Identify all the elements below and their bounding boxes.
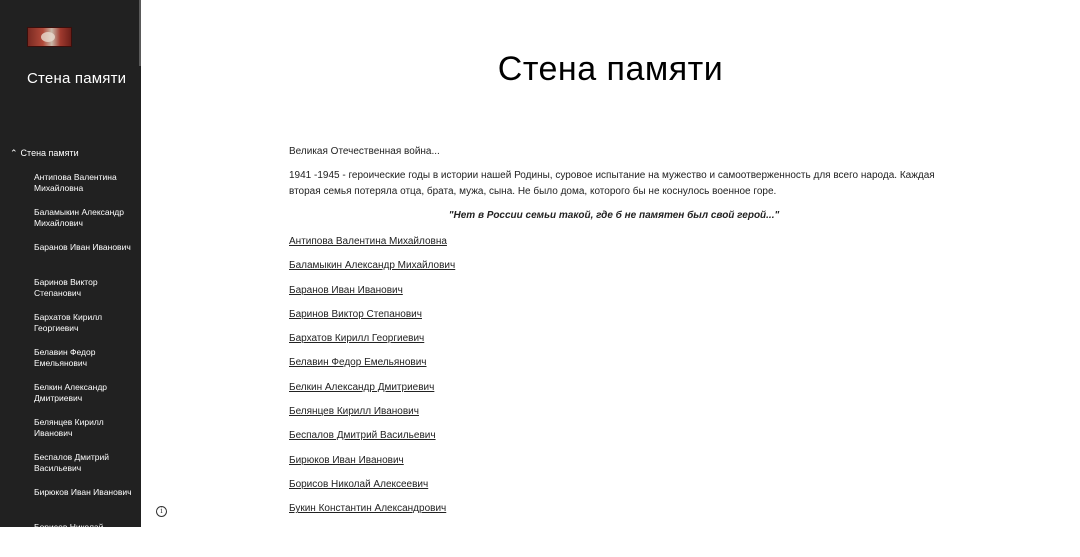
person-link[interactable]: Белавин Федор Емельянович: [289, 357, 427, 369]
sidebar-item[interactable]: Баранов Иван Иванович: [34, 242, 131, 252]
sidebar: [0, 0, 141, 543]
person-link[interactable]: Белкин Александр Дмитриевич: [289, 381, 435, 393]
person-link[interactable]: Борисов Николай Алексеевич: [289, 478, 429, 490]
sidebar-item[interactable]: Белянцев Кирилл Иванович: [34, 417, 104, 438]
person-link[interactable]: Белянцев Кирилл Иванович: [289, 406, 419, 418]
sidebar-item[interactable]: Баламыкин Александр Михайлович: [34, 207, 124, 228]
person-link-list: [289, 236, 455, 528]
main-content: [141, 0, 1024, 527]
sidebar-item[interactable]: Антипова Валентина Михайловна: [34, 172, 117, 193]
person-link[interactable]: Баринов Виктор Степанович: [289, 308, 422, 320]
sidebar-item[interactable]: Бирюков Иван Иванович: [34, 487, 132, 497]
sidebar-item-parent[interactable]: [10, 148, 79, 158]
person-link[interactable]: Беспалов Дмитрий Васильевич: [289, 430, 436, 442]
page-title: Стена памяти: [497, 50, 724, 88]
sidebar-item[interactable]: Беспалов Дмитрий Васильевич: [34, 452, 110, 473]
intro-paragraph: 1941 -1945 - героические годы в истории нашей Родины, суровое испытание на мужество и самоотверженность для всего народа. Каждая вторая семья потеряла отца, брата, мужа, сына. Не было дома, которого бы не коснулось военное горе.: [289, 170, 935, 197]
info-icon[interactable]: i: [156, 506, 167, 517]
sidebar-nav-list: [34, 172, 134, 557]
person-link[interactable]: Антипова Валентина Михайловна: [289, 236, 447, 247]
person-link[interactable]: Букин Константин Александрович: [289, 503, 447, 515]
sidebar-item[interactable]: Белавин Федор Емельянович: [34, 347, 96, 368]
intro-text: Великая Отечественная война...: [289, 146, 440, 157]
sidebar-parent-label: Стена памяти: [20, 148, 79, 158]
person-link[interactable]: Бирюков Иван Иванович: [289, 454, 404, 466]
sidebar-item[interactable]: Борисов Николай Алексеевич: [34, 522, 104, 543]
site-title[interactable]: Стена памяти: [27, 70, 127, 87]
person-link[interactable]: Бархатов Кирилл Георгиевич: [289, 333, 425, 345]
chevron-up-icon[interactable]: ⌃: [10, 147, 18, 158]
quote-text: "Нет в России семьи такой, где б не памятен был свой герой...": [448, 210, 780, 221]
sidebar-item[interactable]: Баринов Виктор Степанович: [34, 277, 98, 298]
sidebar-item[interactable]: Бархатов Кирилл Георгиевич: [34, 312, 103, 333]
site-logo[interactable]: [27, 27, 72, 47]
person-link[interactable]: Баранов Иван Иванович: [289, 284, 403, 296]
person-link[interactable]: Баламыкин Александр Михайлович: [289, 260, 456, 272]
sidebar-item[interactable]: Белкин Александр Дмитриевич: [34, 382, 108, 403]
